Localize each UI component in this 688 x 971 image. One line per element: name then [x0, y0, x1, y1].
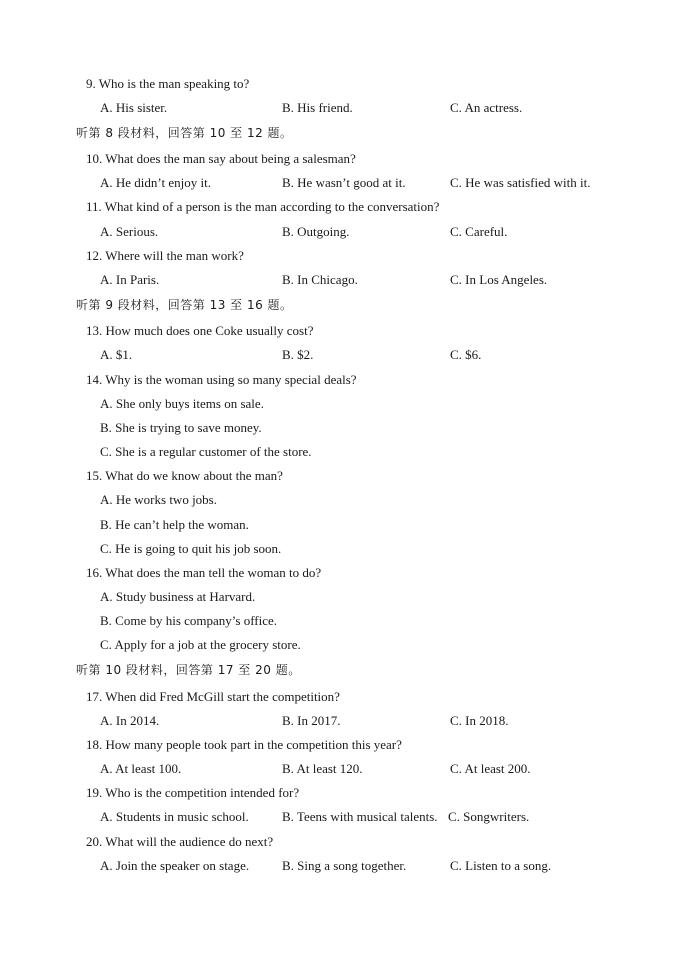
- question-16: 16. What does the man tell the woman to do?: [86, 565, 322, 580]
- question-14: 14. Why is the woman using so many special deals?: [86, 372, 357, 387]
- option-17-a: A. In 2014.: [100, 713, 160, 728]
- option-20-c: C. Listen to a song.: [450, 858, 552, 873]
- option-20-a: A. Join the speaker on stage.: [100, 858, 250, 873]
- question-9: 9. Who is the man speaking to?: [86, 76, 250, 91]
- option-9-b: B. His friend.: [282, 100, 353, 115]
- option-17-b: B. In 2017.: [282, 713, 341, 728]
- section-heading-10: 听第 10 段材料，回答第 17 至 20 题。: [76, 663, 301, 677]
- question-12: 12. Where will the man work?: [86, 248, 244, 263]
- option-14-b: B. She is trying to save money.: [100, 420, 262, 435]
- option-11-a: A. Serious.: [100, 224, 159, 239]
- option-10-c: C. He was satisfied with it.: [450, 175, 591, 190]
- option-16-a: A. Study business at Harvard.: [100, 589, 256, 604]
- option-9-a: A. His sister.: [100, 100, 168, 115]
- option-12-b: B. In Chicago.: [282, 272, 358, 287]
- question-15: 15. What do we know about the man?: [86, 468, 283, 483]
- option-20-b: B. Sing a song together.: [282, 858, 407, 873]
- option-13-a: A. $1.: [100, 347, 133, 362]
- option-11-c: C. Careful.: [450, 224, 508, 239]
- option-16-c: C. Apply for a job at the grocery store.: [100, 637, 301, 652]
- section-heading-8: 听第 8 段材料，回答第 10 至 12 题。: [76, 126, 293, 140]
- option-19-c: C. Songwriters.: [448, 809, 530, 824]
- option-10-a: A. He didn’t enjoy it.: [100, 175, 211, 190]
- question-19: 19. Who is the competition intended for?: [86, 785, 300, 800]
- option-19-b: B. Teens with musical talents.: [282, 809, 438, 824]
- option-9-c: C. An actress.: [450, 100, 523, 115]
- section-heading-9: 听第 9 段材料，回答第 13 至 16 题。: [76, 298, 293, 312]
- question-13: 13. How much does one Coke usually cost?: [86, 323, 314, 338]
- option-13-b: B. $2.: [282, 347, 314, 362]
- question-17: 17. When did Fred McGill start the competition?: [86, 689, 340, 704]
- option-11-b: B. Outgoing.: [282, 224, 350, 239]
- option-18-b: B. At least 120.: [282, 761, 363, 776]
- option-12-c: C. In Los Angeles.: [450, 272, 548, 287]
- option-12-a: A. In Paris.: [100, 272, 160, 287]
- option-14-a: A. She only buys items on sale.: [100, 396, 264, 411]
- question-18: 18. How many people took part in the competition this year?: [86, 737, 402, 752]
- option-19-a: A. Students in music school.: [100, 809, 249, 824]
- question-11: 11. What kind of a person is the man according to the conversation?: [86, 199, 440, 214]
- question-10: 10. What does the man say about being a salesman?: [86, 151, 356, 166]
- option-14-c: C. She is a regular customer of the store.: [100, 444, 312, 459]
- option-10-b: B. He wasn’t good at it.: [282, 175, 406, 190]
- option-18-c: C. At least 200.: [450, 761, 531, 776]
- question-20: 20. What will the audience do next?: [86, 834, 274, 849]
- option-13-c: C. $6.: [450, 347, 482, 362]
- option-15-a: A. He works two jobs.: [100, 492, 217, 507]
- option-15-c: C. He is going to quit his job soon.: [100, 541, 282, 556]
- option-17-c: C. In 2018.: [450, 713, 509, 728]
- option-18-a: A. At least 100.: [100, 761, 182, 776]
- option-16-b: B. Come by his company’s office.: [100, 613, 278, 628]
- option-15-b: B. He can’t help the woman.: [100, 517, 249, 532]
